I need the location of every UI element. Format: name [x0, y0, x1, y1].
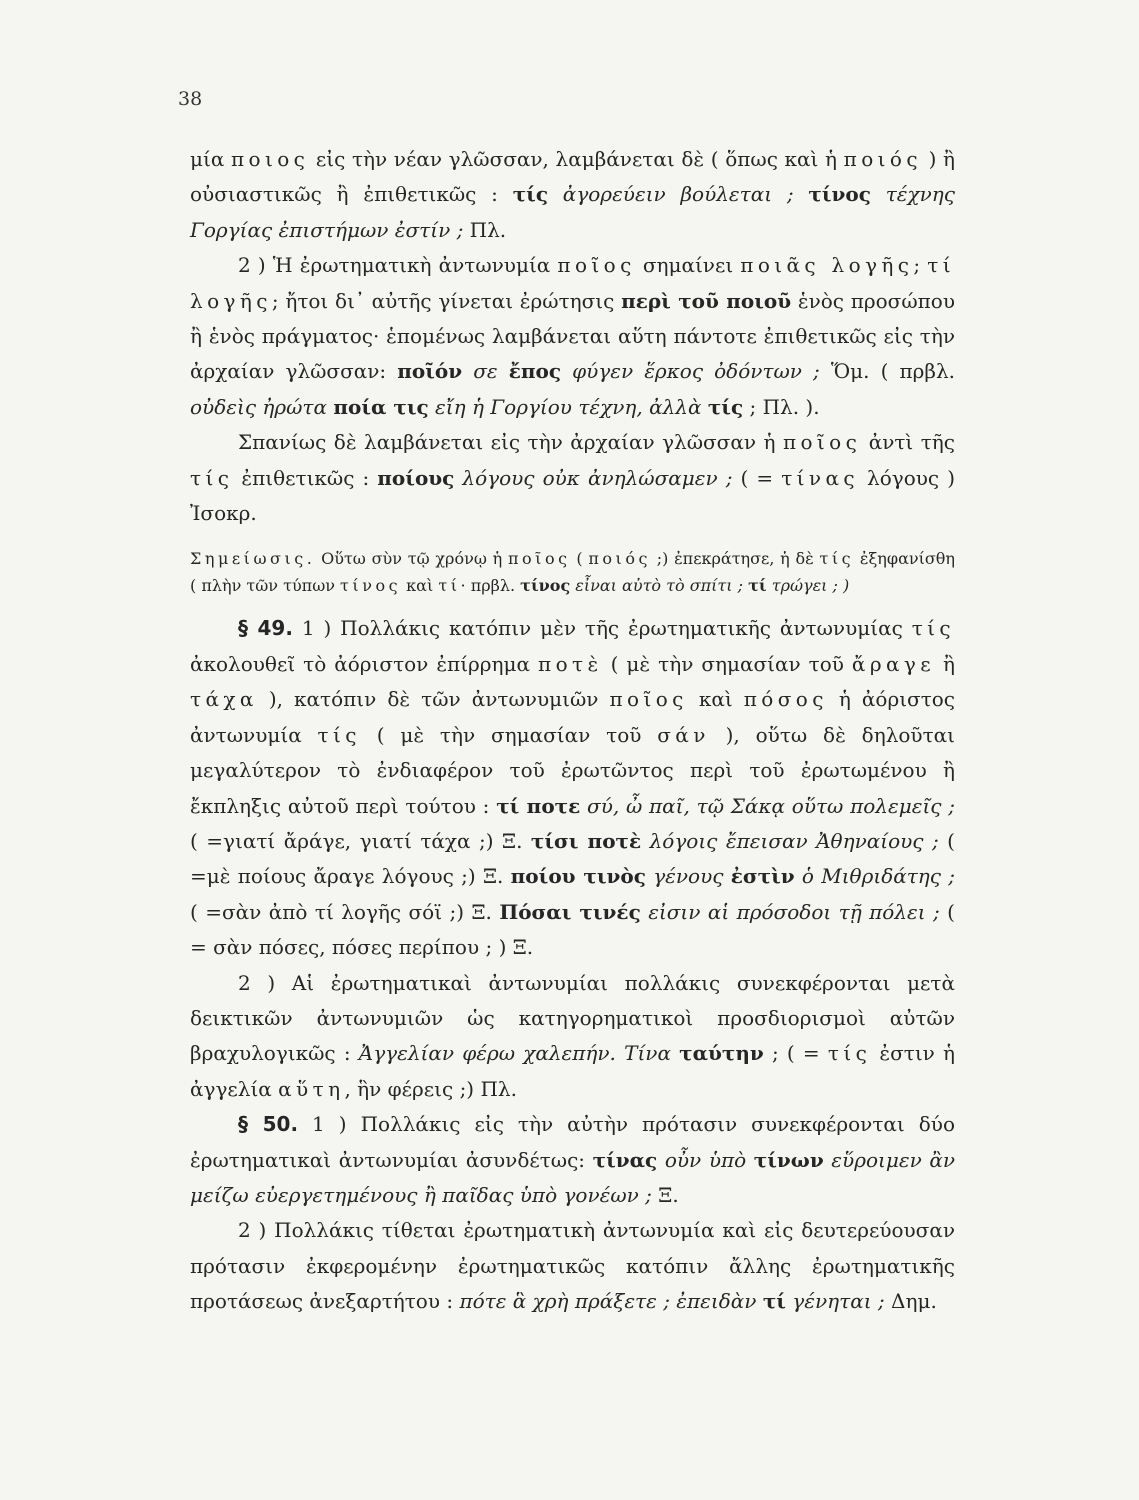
paragraph-poios-rare: Σπανίως δὲ λαμβάνεται εἰς τὴν ἀρχαίαν γλῶσσαν ἡ ποῖος ἀντὶ τῆς τίς ἐπιθετικῶς : ποίους λόγους οὐκ ἀνηλώσαμεν ; ( = τίνας λόγους ) Ἰσοκρ.	[190, 430, 955, 526]
section-49-paragraph-2: 2 ) Αἱ ἐρωτηματικαὶ ἀντωνυμίαι πολλάκις συνεκφέρονται μετὰ δεικτικῶν ἀντωνυμιῶν ὡς κατηγορηματικοὶ προσδιορισμοὶ αὐτῶν βραχυλογικῶς : Ἀγγελίαν φέρω χαλεπήν. Τίνα ταύτην ; ( = τίς ἐστιν ἡ ἀγγελία αὕτη, ἣν φέρεις ;) Πλ.	[190, 970, 955, 1101]
section-50-paragraph-1: § 50. 1 ) Πολλάκις εἰς τὴν αὐτὴν πρότασιν συνεκφέρονται δύο ἐρωτηματικαὶ ἀντωνυμίαι ἀσυνδέτως: τίνας οὖν ὑπὸ τίνων εὕροιμεν ἂν μείζω εὐεργετημένους ἢ παῖδας ὑπὸ γονέων ; Ξ.	[190, 1112, 955, 1207]
section-49-marker: § 49.	[238, 616, 293, 641]
note-paragraph: Σημείωσις. Οὕτω σὺν τῷ χρόνῳ ἡ ποῖος ( ποιός ;) ἐπεκράτησε, ἡ δὲ τίς ἐξηφανίσθη ( πλὴν τῶν τύπων τίνος καὶ τί· πρβλ. τίνος εἶναι αὐτὸ τὸ σπίτι ; τί τρώγει ; )	[190, 549, 956, 596]
page-number: 38	[178, 88, 203, 110]
section-49-paragraph-1: § 49. 1 ) Πολλάκις κατόπιν μὲν τῆς ἐρωτηματικῆς ἀντωνυμίας τίς ἀκολουθεῖ τὸ ἀόριστον ἐπίρρημα ποτὲ ( μὲ τὴν σημασίαν τοῦ ἄραγε ἢ τάχα ), κατόπιν δὲ τῶν ἀντωνυμιῶν ποῖος καὶ πόσος ἡ ἀόριστος ἀντωνυμία τίς ( μὲ τὴν σημασίαν τοῦ σάν ), οὕτω δὲ δηλοῦται μεγαλύτερον τὸ ἐνδιαφέρον τοῦ ἐρωτῶντος περὶ τοῦ ἐρωτωμένου ἢ ἔκπληξις αὐτοῦ περὶ τούτου : τί ποτε σύ, ὦ παῖ, τῷ Σάκᾳ οὕτω πολεμεῖς ; ( =γιατί ἄράγε, γιατί τάχα ;) Ξ. τίσι ποτὲ λόγοις ἔπεισαν Ἀθηναίους ; ( =μὲ ποίους ἄραγε λόγους ;) Ξ. ποίου τινὸς γένους ἐστὶν ὁ Μιθριδάτης ; ( =σὰν ἀπὸ τί λογῆς σόϊ ;) Ξ. Πόσαι τινές εἰσιν αἱ πρόσοδοι τῇ πόλει ; ( = σὰν πόσες, πόσες περίπου ; ) Ξ.	[190, 616, 955, 960]
text-body	[190, 142, 955, 1320]
section-50-marker: § 50.	[238, 1112, 299, 1137]
section-50-paragraph-2: 2 ) Πολλάκις τίθεται ἐρωτηματικὴ ἀντωνυμία καὶ εἰς δευτερεύουσαν πρότασιν ἐκφερομένην ἐρωτηματικῶς κατόπιν ἄλλης ἐρωτηματικῆς προτάσεως ἀνεξαρτήτου : πότε ἃ χρὴ πράξετε ; ἐπειδὰν τί γένηται ; Δημ.	[190, 1218, 955, 1314]
paragraph-poios-intro: μία ποιος εἰς τὴν νέαν γλῶσσαν, λαμβάνεται δὲ ( ὅπως καὶ ἡ ποιός ) ἢ οὐσιαστικῶς ἢ ἐπιθετικῶς : τίς ἀγορεύειν βούλεται ; τίνος τέχνης Γοργίας ἐπιστήμων ἐστίν ; Πλ.	[190, 147, 956, 242]
paragraph-poios-meaning: 2 ) Ἡ ἐρωτηματικὴ ἀντωνυμία ποῖος σημαίνει ποιᾶς λογῆς; τί λογῆς; ἤτοι δι᾽ αὐτῆς γίνεται ἐρώτησις περὶ τοῦ ποιοῦ ἑνὸς προσώπου ἢ ἑνὸς πράγματος· ἑπομένως λαμβάνεται αὕτη πάντοτε ἐπιθετικῶς εἰς τὴν ἀρχαίαν γλῶσσαν: ποῖόν σε ἔπος φύγεν ἕρκος ὀδόντων ; Ὅμ. ( πρβλ. οὐδεὶς ἠρώτα ποία τις εἴη ἡ Γοργίου τέχνη, ἀλλὰ τίς ; Πλ. ).	[190, 253, 956, 419]
